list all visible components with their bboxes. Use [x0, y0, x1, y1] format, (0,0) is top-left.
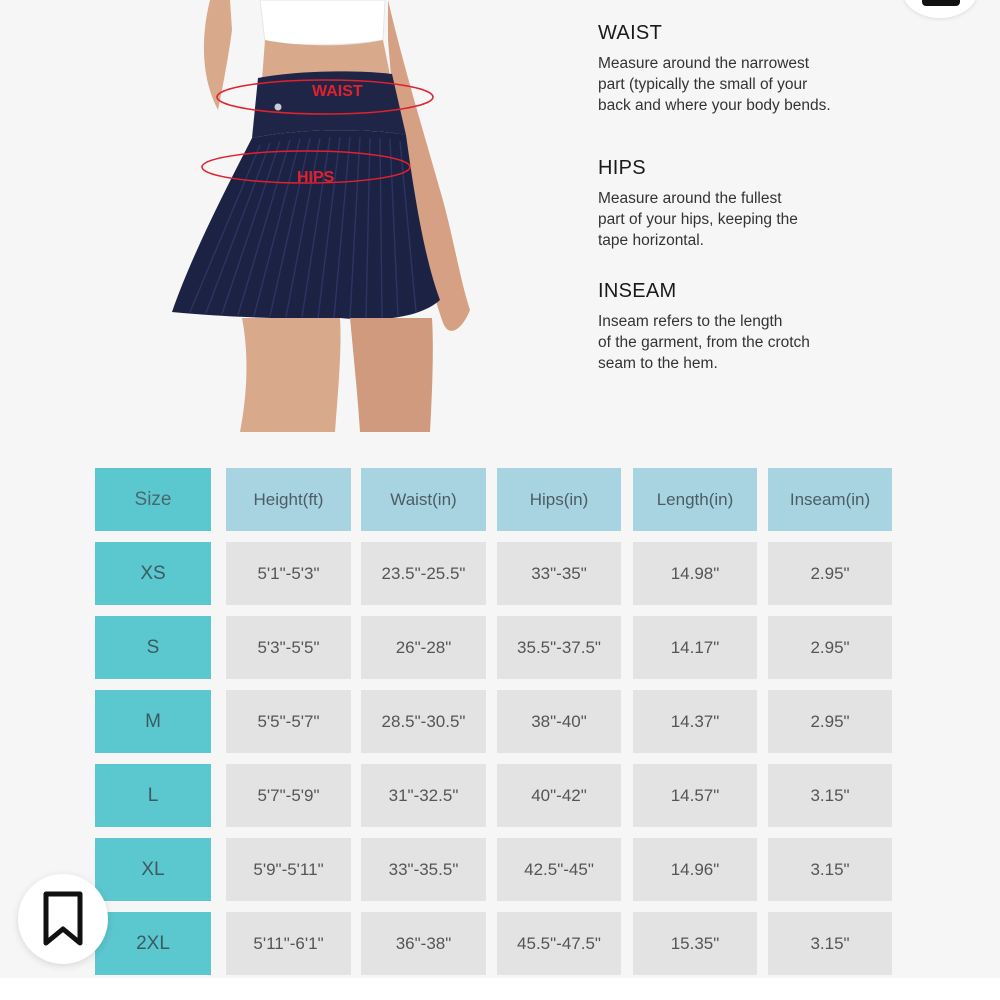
hips-cell: 33"-35"	[497, 542, 621, 605]
waist-cell: 26"-28"	[361, 616, 486, 679]
height-cell: 5'9"-5'11"	[226, 838, 351, 901]
header-inseam: Inseam(in)	[768, 468, 892, 531]
size-cell: S	[95, 616, 211, 679]
waist-cell: 36"-38"	[361, 912, 486, 975]
waist-measure-label: WAIST	[312, 83, 363, 100]
waist-cell: 23.5"-25.5"	[361, 542, 486, 605]
inseam-cell: 3.15"	[768, 838, 892, 901]
size-cell: XS	[95, 542, 211, 605]
waist-guide	[598, 22, 898, 116]
hips-cell: 40"-42"	[497, 764, 621, 827]
product-measurement-illustration	[170, 0, 500, 432]
height-cell: 5'11"-6'1"	[226, 912, 351, 975]
length-cell: 15.35"	[633, 912, 757, 975]
bookmark-icon	[41, 890, 85, 948]
hips-guide	[598, 157, 898, 251]
waist-guide-title: WAIST	[598, 22, 663, 44]
inseam-cell: 3.15"	[768, 764, 892, 827]
menu-icon	[922, 0, 960, 6]
height-cell: 5'3"-5'5"	[226, 616, 351, 679]
header-length: Length(in)	[633, 468, 757, 531]
height-cell: 5'5"-5'7"	[226, 690, 351, 753]
waist-cell: 33"-35.5"	[361, 838, 486, 901]
hips-measure-label: HIPS	[297, 169, 335, 186]
inseam-cell: 3.15"	[768, 912, 892, 975]
inseam-cell: 2.95"	[768, 690, 892, 753]
hips-cell: 42.5"-45"	[497, 838, 621, 901]
bookmark-button[interactable]	[18, 874, 108, 964]
length-cell: 14.96"	[633, 838, 757, 901]
size-cell: XL	[95, 838, 211, 901]
size-cell: L	[95, 764, 211, 827]
inseam-guide-text: Inseam refers to the length of the garment, from the crotch seam to the hem.	[598, 313, 810, 372]
hips-cell: 35.5"-37.5"	[497, 616, 621, 679]
length-cell: 14.37"	[633, 690, 757, 753]
length-cell: 14.98"	[633, 542, 757, 605]
length-cell: 14.17"	[633, 616, 757, 679]
header-height: Height(ft)	[226, 468, 351, 531]
inseam-guide-title: INSEAM	[598, 280, 677, 302]
waist-cell: 28.5"-30.5"	[361, 690, 486, 753]
length-cell: 14.57"	[633, 764, 757, 827]
inseam-guide	[598, 280, 898, 374]
hips-cell: 45.5"-47.5"	[497, 912, 621, 975]
top-corner-button[interactable]	[902, 0, 978, 18]
inseam-cell: 2.95"	[768, 616, 892, 679]
inseam-cell: 2.95"	[768, 542, 892, 605]
hips-cell: 38"-40"	[497, 690, 621, 753]
header-size: Size	[95, 468, 211, 531]
header-hips: Hips(in)	[497, 468, 621, 531]
size-cell: 2XL	[95, 912, 211, 975]
height-cell: 5'7"-5'9"	[226, 764, 351, 827]
size-cell: M	[95, 690, 211, 753]
hips-guide-title: HIPS	[598, 157, 646, 179]
waist-guide-text: Measure around the narrowest part (typically the small of your back and where your body bends.	[598, 55, 831, 114]
bottom-strip	[0, 978, 1000, 1000]
waist-cell: 31"-32.5"	[361, 764, 486, 827]
size-chart-table	[95, 468, 895, 978]
height-cell: 5'1"-5'3"	[226, 542, 351, 605]
header-waist: Waist(in)	[361, 468, 486, 531]
hips-guide-text: Measure around the fullest part of your hips, keeping the tape horizontal.	[598, 190, 798, 249]
